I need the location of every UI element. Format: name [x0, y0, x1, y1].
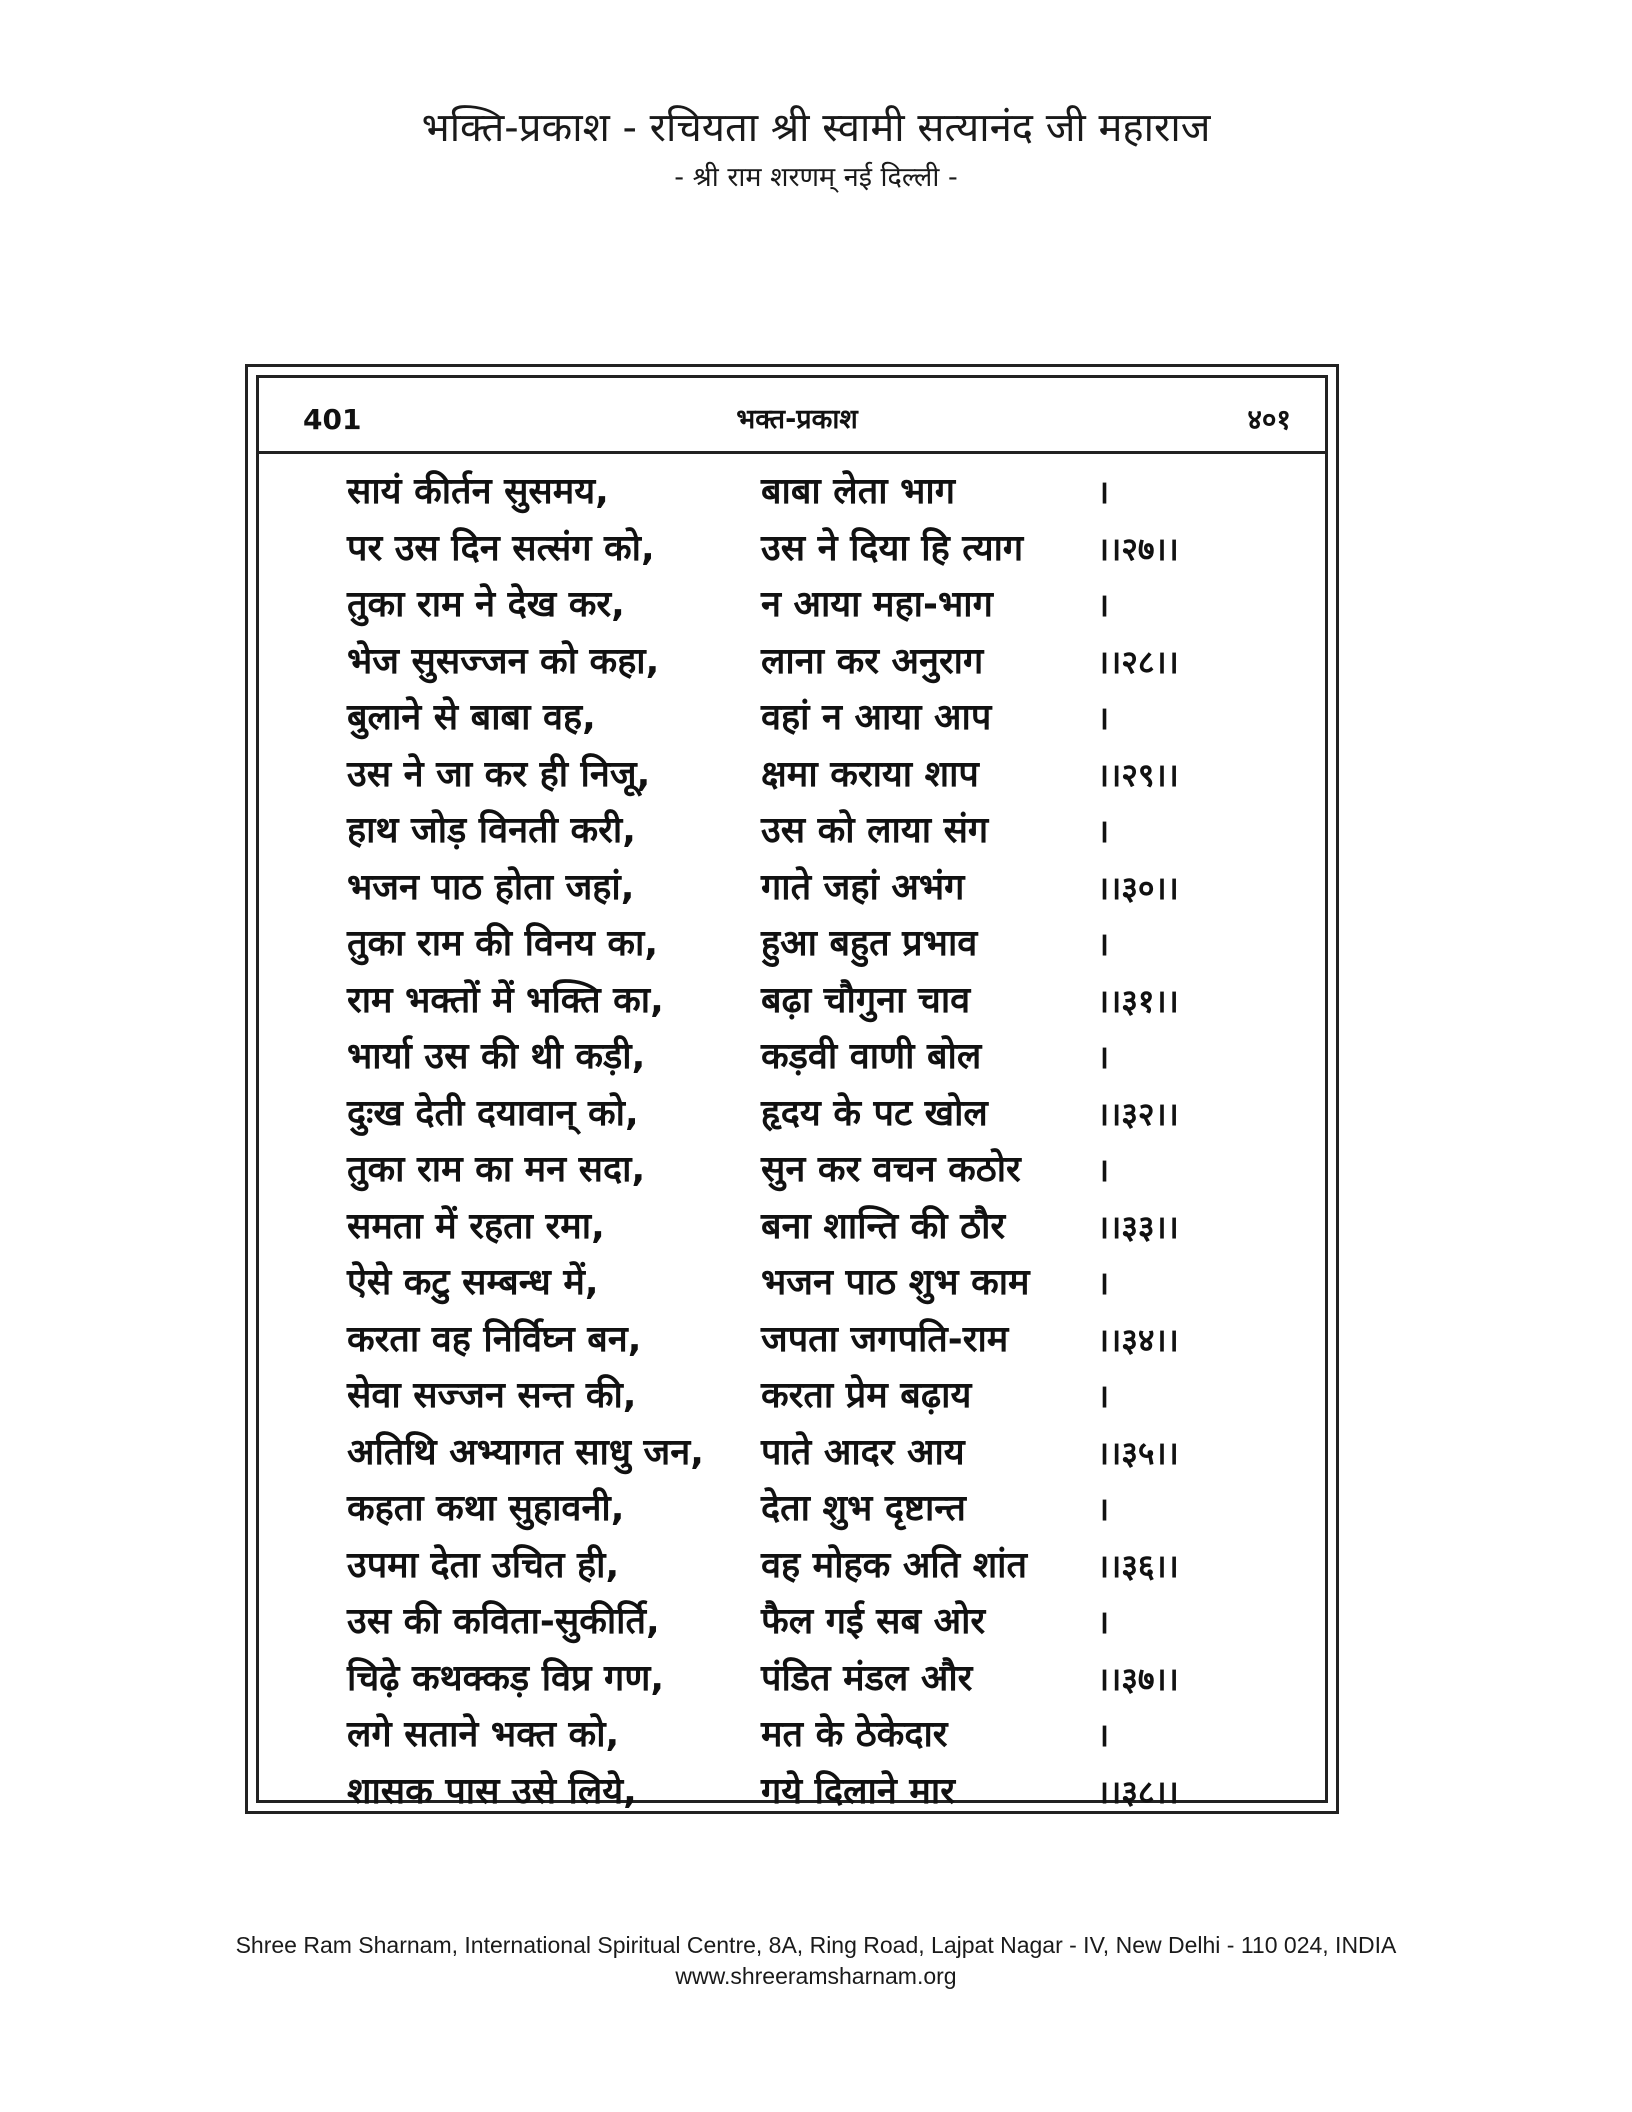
verse-first-half: तुका राम का मन सदा,	[347, 1149, 646, 1190]
verse-second-half: वहां न आया आप	[761, 697, 992, 738]
verse-line	[347, 916, 1287, 973]
verse-end-mark: ।	[1097, 699, 1110, 737]
verse-line	[347, 747, 1287, 804]
verse-line	[347, 1425, 1287, 1482]
verse-second-half: देता शुभ दृष्टान्त	[761, 1488, 966, 1529]
verse-first-half: कहता कथा सुहावनी,	[347, 1488, 625, 1529]
verse-first-half: चिढ़े कथक्कड़ विप्र गण,	[347, 1657, 665, 1699]
verse-end-mark: ।।२८।।	[1097, 642, 1179, 681]
verse-second-half: कड़वी वाणी बोल	[761, 1036, 982, 1077]
verse-first-half: सेवा सज्जन सन्त की,	[347, 1375, 637, 1416]
verse-second-half: उस को लाया संग	[761, 810, 989, 851]
verse-line	[347, 973, 1287, 1030]
verse-second-half: फैल गई सब ओर	[761, 1601, 986, 1642]
page-frame	[245, 364, 1339, 1814]
verse-line	[347, 1651, 1287, 1708]
verse-end-mark: ।	[1097, 925, 1110, 963]
verse-first-half: उपमा देता उचित ही,	[347, 1544, 620, 1586]
verse-line	[347, 1368, 1287, 1425]
verse-end-mark: ।।३२।।	[1097, 1094, 1179, 1133]
footer-website: www.shreeramsharnam.org	[675, 1963, 957, 1989]
footer-address: Shree Ram Sharnam, International Spiritual Centre, 8A, Ring Road, Lajpat Nagar - IV, New Delhi - 110 024, INDIA	[235, 1932, 1397, 1958]
page-frame-inner	[256, 375, 1328, 1812]
header-rule	[259, 451, 1325, 454]
verse-line	[347, 1594, 1287, 1651]
header-title: भक्ति-प्रकाश - रचियता श्री स्वामी सत्यानंद जी महाराज	[421, 105, 1211, 151]
verse-first-half: सायं कीर्तन सुसमय,	[347, 471, 609, 512]
verse-end-mark: ।	[1097, 586, 1110, 624]
verse-first-half: हाथ जोड़ विनती करी,	[347, 810, 636, 851]
verse-second-half: भजन पाठ शुभ काम	[761, 1262, 1030, 1303]
verse-line	[347, 1312, 1287, 1369]
verse-first-half: भेज सुसज्जन को कहा,	[347, 640, 660, 682]
verse-first-half: भजन पाठ होता जहां,	[347, 866, 635, 908]
verse-second-half: बढ़ा चौगुना चाव	[761, 979, 971, 1021]
verse-second-half: क्षमा कराया शाप	[761, 753, 979, 795]
verse-line	[347, 577, 1287, 634]
verse-first-half: शासक पास उसे लिये,	[347, 1770, 637, 1812]
verse-end-mark: ।	[1097, 1038, 1110, 1076]
verse-second-half: गये दिलाने मार	[761, 1770, 955, 1812]
verse-second-half: पंडित मंडल और	[761, 1657, 973, 1699]
verse-end-mark: ।	[1097, 473, 1110, 511]
verse-first-half: करता वह निर्विघ्न बन,	[347, 1318, 642, 1360]
page-number-right: ४०१	[1247, 403, 1291, 436]
verse-line	[347, 1029, 1287, 1086]
verse-second-half: गाते जहां अभंग	[761, 866, 965, 908]
verse-first-half: अतिथि अभ्यागत साधु जन,	[347, 1431, 704, 1473]
verse-line	[347, 634, 1287, 691]
verse-second-half: उस ने दिया हि त्याग	[761, 527, 1024, 569]
verse-list	[347, 464, 1287, 1820]
verse-end-mark: ।।३७।।	[1097, 1659, 1179, 1698]
verse-first-half: भार्या उस की थी कड़ी,	[347, 1036, 646, 1077]
verse-first-half: बुलाने से बाबा वह,	[347, 697, 596, 738]
verse-first-half: ऐसे कटु सम्बन्ध में,	[347, 1262, 599, 1303]
verse-end-mark: ।।३६।।	[1097, 1546, 1179, 1585]
book-title: भक्त-प्रकाश	[736, 404, 858, 435]
verse-end-mark: ।।२९।।	[1097, 755, 1179, 794]
verse-second-half: पाते आदर आय	[761, 1431, 965, 1473]
verse-first-half: लगे सताने भक्त को,	[347, 1714, 620, 1755]
verse-second-half: जपता जगपति-राम	[761, 1318, 1009, 1360]
verse-second-half: बना शान्ति की ठौर	[761, 1205, 1006, 1247]
verse-line	[347, 1086, 1287, 1143]
page-number-left: 401	[303, 403, 362, 436]
verse-second-half: हृदय के पट खोल	[761, 1092, 988, 1134]
verse-end-mark: ।।३८।।	[1097, 1772, 1179, 1811]
verse-second-half: हुआ बहुत प्रभाव	[761, 923, 978, 964]
verse-end-mark: ।।३५।।	[1097, 1433, 1179, 1472]
verse-first-half: समता में रहता रमा,	[347, 1205, 605, 1247]
verse-line	[347, 1199, 1287, 1256]
verse-end-mark: ।।३१।।	[1097, 981, 1179, 1020]
verse-end-mark: ।।२७।।	[1097, 529, 1179, 568]
verse-second-half: मत के ठेकेदार	[761, 1714, 948, 1755]
verse-first-half: दुःख देती दयावान् को,	[347, 1092, 639, 1134]
verse-second-half: बाबा लेता भाग	[761, 471, 955, 512]
verse-end-mark: ।।३३।।	[1097, 1207, 1179, 1246]
verse-second-half: करता प्रेम बढ़ाय	[761, 1375, 972, 1416]
verse-end-mark: ।।३४।।	[1097, 1320, 1179, 1359]
verse-second-half: न आया महा-भाग	[761, 584, 993, 625]
verse-first-half: उस की कविता-सुकीर्ति,	[347, 1601, 660, 1642]
book-header	[303, 400, 1291, 440]
verse-end-mark: ।।३०।।	[1097, 868, 1179, 907]
verse-first-half: उस ने जा कर ही निजू,	[347, 753, 651, 795]
verse-end-mark: ।	[1097, 1716, 1110, 1754]
verse-line	[347, 1538, 1287, 1595]
verse-first-half: तुका राम की विनय का,	[347, 923, 659, 964]
page-header	[0, 100, 1632, 200]
verse-line	[347, 1255, 1287, 1312]
verse-line	[347, 1142, 1287, 1199]
page-footer	[0, 1930, 1632, 1992]
verse-end-mark: ।	[1097, 1151, 1110, 1189]
verse-first-half: पर उस दिन सत्संग को,	[347, 527, 655, 569]
verse-end-mark: ।	[1097, 1377, 1110, 1415]
verse-line	[347, 860, 1287, 917]
verse-second-half: लाना कर अनुराग	[761, 640, 984, 682]
verse-end-mark: ।	[1097, 812, 1110, 850]
verse-first-half: तुका राम ने देख कर,	[347, 584, 625, 625]
header-subtitle: - श्री राम शरणम् नई दिल्ली -	[674, 162, 958, 193]
verse-end-mark: ।	[1097, 1490, 1110, 1528]
verse-line	[347, 1707, 1287, 1764]
verse-second-half: सुन कर वचन कठोर	[761, 1149, 1021, 1190]
verse-line	[347, 521, 1287, 578]
verse-first-half: राम भक्तों में भक्ति का,	[347, 979, 664, 1021]
verse-end-mark: ।	[1097, 1264, 1110, 1302]
verse-line	[347, 690, 1287, 747]
verse-line	[347, 1764, 1287, 1821]
verse-second-half: वह मोहक अति शांत	[761, 1544, 1028, 1586]
verse-end-mark: ।	[1097, 1603, 1110, 1641]
verse-line	[347, 1481, 1287, 1538]
verse-line	[347, 803, 1287, 860]
verse-line	[347, 464, 1287, 521]
